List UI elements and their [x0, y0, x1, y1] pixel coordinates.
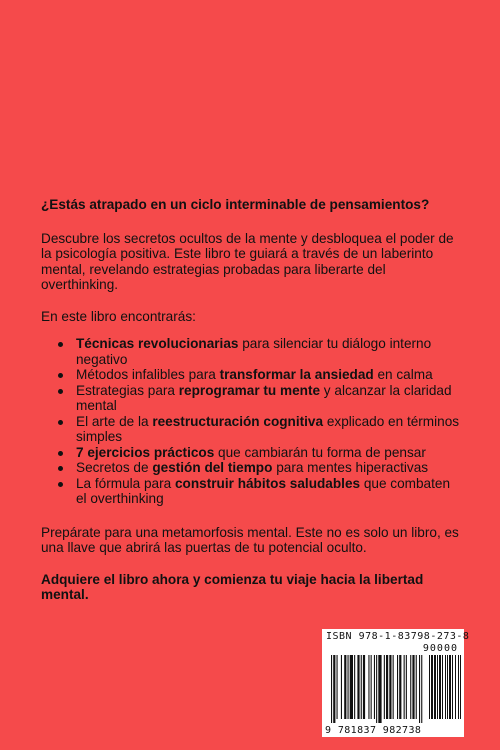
list-item: La fórmula para construir hábitos saludables que combaten el overthinking	[58, 476, 461, 507]
bullet-icon	[58, 451, 63, 456]
back-cover-text	[41, 197, 461, 603]
barcode-digits: 9 781837 982738	[325, 725, 422, 736]
bullet-icon	[58, 420, 63, 425]
list-intro: En este libro encontrarás:	[41, 308, 196, 324]
headline: ¿Estás atrapado en un ciclo interminable de pensamientos?	[41, 197, 430, 212]
bullet-icon	[58, 482, 63, 487]
list-item: El arte de la reestructuración cognitiva explicado en términos simples	[58, 414, 461, 445]
feature-list	[41, 336, 461, 507]
list-item: Estrategias para reprogramar tu mente y alcanzar la claridad mental	[58, 383, 461, 414]
call-to-action: Adquiere el libro ahora y comienza tu viaje hacia la libertad mental.	[41, 571, 424, 602]
closing-paragraph: Prepárate para una metamorfosis mental. Este no es solo un libro, es una llave que abrirá las puertas de tu potencial oculto.	[41, 524, 459, 555]
barcode-bars-icon	[325, 655, 461, 725]
list-item: 7 ejercicios prácticos que cambiarán tu forma de pensar	[58, 445, 461, 461]
price-addon: 90000	[422, 643, 458, 654]
list-item: Secretos de gestión del tiempo para mentes hiperactivas	[58, 460, 461, 476]
list-item: Técnicas revolucionarias para silenciar tu diálogo interno negativo	[58, 336, 461, 367]
isbn-text: ISBN 978-1-83798-273-8	[326, 631, 470, 642]
intro-paragraph: Descubre los secretos ocultos de la mente y desbloquea el poder de la psicología positiva. Este libro te guiará a través de un laberinto mental, revelando estrategias probadas para liberarte del overthinking.	[41, 230, 454, 292]
isbn-barcode	[322, 629, 470, 737]
bullet-icon	[58, 342, 63, 347]
list-item: Métodos infalibles para transformar la ansiedad en calma	[58, 367, 461, 383]
bullet-icon	[58, 389, 63, 394]
bullet-icon	[58, 373, 63, 378]
bullet-icon	[58, 466, 63, 471]
